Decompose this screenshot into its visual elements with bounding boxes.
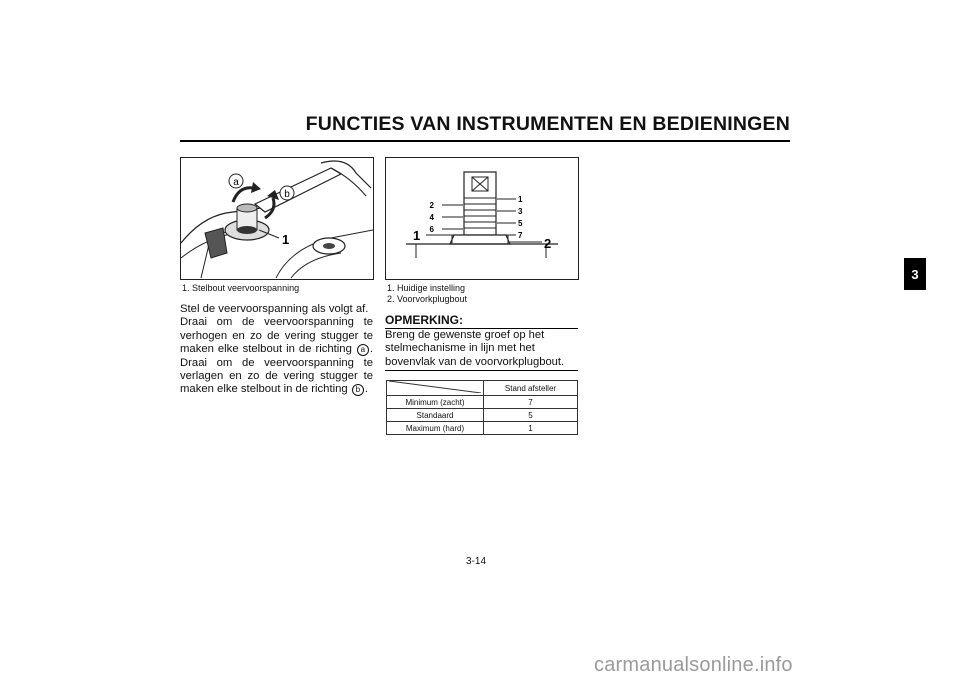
table-row-value: 7 xyxy=(484,396,578,409)
figure1-label-b: b xyxy=(284,189,290,200)
header-rule xyxy=(180,140,790,142)
table-row xyxy=(387,409,578,422)
fork-plug-bolt-figure xyxy=(385,157,579,280)
groove-number: 3 xyxy=(518,207,523,216)
diagonal-line xyxy=(389,381,481,393)
figure1-label-a: a xyxy=(233,177,239,188)
groove-number: 1 xyxy=(518,195,523,204)
note-rule xyxy=(385,370,578,371)
table-header: Stand afsteller xyxy=(484,381,578,396)
body-text xyxy=(180,303,373,397)
table-row-value: 5 xyxy=(484,409,578,422)
table-row-label: Minimum (zacht) xyxy=(387,396,484,409)
table-row-label: Maximum (hard) xyxy=(387,422,484,435)
note-text: Breng de gewenste groef op het stelmechanisme in lijn met het bovenvlak van de voorvorkplugbout. xyxy=(385,329,565,368)
page-number: 3-14 xyxy=(466,556,487,567)
note-heading: OPMERKING: xyxy=(385,313,578,329)
figure2-caption-line: 1. Huidige instelling xyxy=(387,283,466,293)
table-row-value: 1 xyxy=(484,422,578,435)
groove-number: 4 xyxy=(429,213,434,222)
groove-number: 7 xyxy=(518,231,523,240)
figure2-callout-2: 2 xyxy=(544,236,552,251)
body-text-part2: . Draai om de veervoorspanning te verlagen en zo de vering stugger te maken elke stelbout in de richting xyxy=(180,343,373,396)
figure1-caption: 1. Stelbout veervoorspanning xyxy=(182,283,300,293)
chapter-tab: 3 xyxy=(904,258,926,290)
direction-b-mark: b xyxy=(352,384,364,396)
adjuster-settings-table xyxy=(386,380,578,435)
direction-a-mark: a xyxy=(357,344,369,356)
body-intro: Stel de veervoorspanning als volgt af. xyxy=(180,303,369,315)
page-header-title: FUNCTIES VAN INSTRUMENTEN EN BEDIENINGEN xyxy=(305,113,790,135)
table-row xyxy=(387,422,578,435)
figure2-captions xyxy=(387,283,467,305)
table-corner-cell xyxy=(387,381,484,396)
groove-number: 2 xyxy=(429,201,434,210)
watermark: carmanualsonline.info xyxy=(594,654,793,676)
body-instructions xyxy=(180,316,373,396)
body-text-part1: Draai om de veervoorspanning te verhogen en zo de vering stugger te maken elke stelbout in de richting xyxy=(180,316,373,356)
figure2-caption-line: 2. Voorvorkplugbout xyxy=(387,294,468,304)
preload-bolt-illustration xyxy=(181,158,373,279)
body-text-part3: . xyxy=(364,383,368,396)
figure2-callout-1: 1 xyxy=(413,228,421,243)
groove-number: 6 xyxy=(429,225,434,234)
table-header-row xyxy=(387,381,578,396)
figure1-callout-1: 1 xyxy=(282,232,290,247)
table-row-label: Standaard xyxy=(387,409,484,422)
table-row xyxy=(387,396,578,409)
fork-plug-bolt-illustration xyxy=(386,158,578,279)
groove-number: 5 xyxy=(518,219,523,228)
preload-bolt-figure xyxy=(180,157,374,280)
